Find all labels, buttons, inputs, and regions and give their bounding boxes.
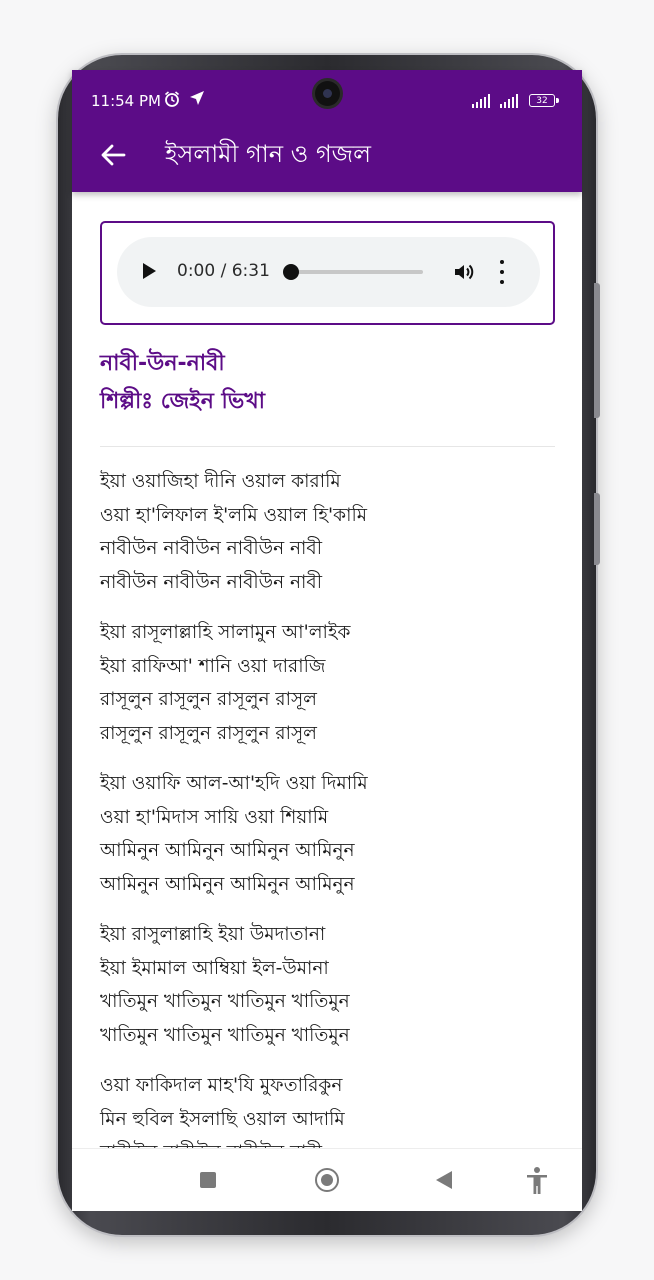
song-artist: শিল্পীঃ জেইন ভিখা — [100, 389, 266, 414]
song-title: নাবী-উন-নাবী — [100, 351, 225, 376]
status-bar — [72, 70, 582, 132]
lyrics-stanza — [100, 767, 555, 901]
back-arrow-icon — [100, 144, 126, 166]
lyrics-line: রাসূলুন রাসূলুন রাসূলুন রাসূল — [100, 689, 317, 710]
lyrics-line: খাতিমুন খাতিমুন খাতিমুন খাতিমুন — [100, 991, 350, 1012]
volume-button — [594, 283, 600, 418]
status-time: 11:54 PM — [91, 92, 161, 110]
system-nav-bar — [72, 1148, 582, 1211]
lyrics-line: ওয়া ফাকিদাল মাহ'যি মুফতারিকুন — [100, 1075, 343, 1096]
lyrics-line: ইয়া রাসূলাল্লাহি সালামুন আ'লাইক — [100, 622, 351, 643]
lyrics-line: খাতিমুন খাতিমুন খাতিমুন খাতিমুন — [100, 1024, 350, 1046]
navigation-arrow-icon — [189, 90, 205, 110]
signal-icon-2 — [500, 94, 518, 108]
phone-screen — [72, 70, 582, 1210]
home-button[interactable] — [315, 1168, 339, 1192]
recents-button[interactable] — [200, 1172, 216, 1188]
lyrics-line: ইয়া রাসুলাল্লাহি ইয়া উমদাতানা — [100, 924, 326, 945]
lyrics-container[interactable] — [100, 465, 555, 1148]
page-title: ইসলামী গান ও গজল — [165, 140, 372, 168]
lyrics-stanza — [100, 918, 555, 1052]
lyrics-line: ইয়া ওয়াজিহা দীনি ওয়াল কারামি — [100, 471, 341, 492]
lyrics-line: ওয়া হা'মিদাস সায়ি ওয়া শিয়ামি — [100, 806, 329, 828]
audio-player — [117, 237, 540, 307]
audio-player-frame — [100, 221, 555, 325]
volume-icon — [453, 261, 475, 283]
divider — [100, 446, 555, 447]
system-back-button[interactable] — [436, 1171, 452, 1189]
more-options-button[interactable] — [499, 260, 505, 284]
lyrics-line: ইয়া ওয়াফি আল-আ'হদি ওয়া দিমামি — [100, 773, 368, 794]
battery-icon: 32 — [529, 94, 555, 107]
app-bar — [72, 70, 582, 192]
play-button[interactable] — [143, 263, 156, 279]
front-camera — [315, 81, 340, 106]
lyrics-line: আমিনুন আমিনুন আমিনুন আমিনুন — [100, 840, 355, 861]
seek-bar[interactable] — [291, 270, 423, 274]
volume-button[interactable] — [453, 261, 475, 283]
lyrics-line: ইয়া ইমামাল আম্বিয়া ইল-উমানা — [100, 957, 329, 979]
lyrics-line: আমিনুন আমিনুন আমিনুন আমিনুন — [100, 873, 355, 895]
signal-icon — [472, 94, 490, 108]
back-button[interactable] — [98, 140, 128, 170]
accessibility-button[interactable] — [524, 1166, 550, 1196]
lyrics-stanza — [100, 465, 555, 599]
lyrics-line: মিন হুবিল ইসলাছি ওয়াল আদামি — [100, 1108, 345, 1130]
lyrics-line: নাবীউন নাবীউন নাবীউন নাবী — [100, 538, 322, 559]
alarm-icon — [163, 90, 181, 112]
lyrics-stanza — [100, 616, 555, 750]
accessibility-icon — [524, 1166, 550, 1196]
lyrics-line: রাসূলুন রাসূলুন রাসূলুন রাসূল — [100, 722, 317, 744]
seek-thumb[interactable] — [283, 264, 299, 280]
power-button — [594, 493, 600, 565]
lyrics-line: নাবীউন নাবীউন নাবীউন নাবী — [100, 571, 322, 593]
lyrics-line: ওয়া হা'লিফাল ই'লমি ওয়াল হি'কামি — [100, 504, 368, 526]
lyrics-line: ইয়া রাফিআ' শানি ওয়া দারাজি — [100, 655, 326, 677]
playback-time: 0:00 / 6:31 — [177, 261, 270, 281]
